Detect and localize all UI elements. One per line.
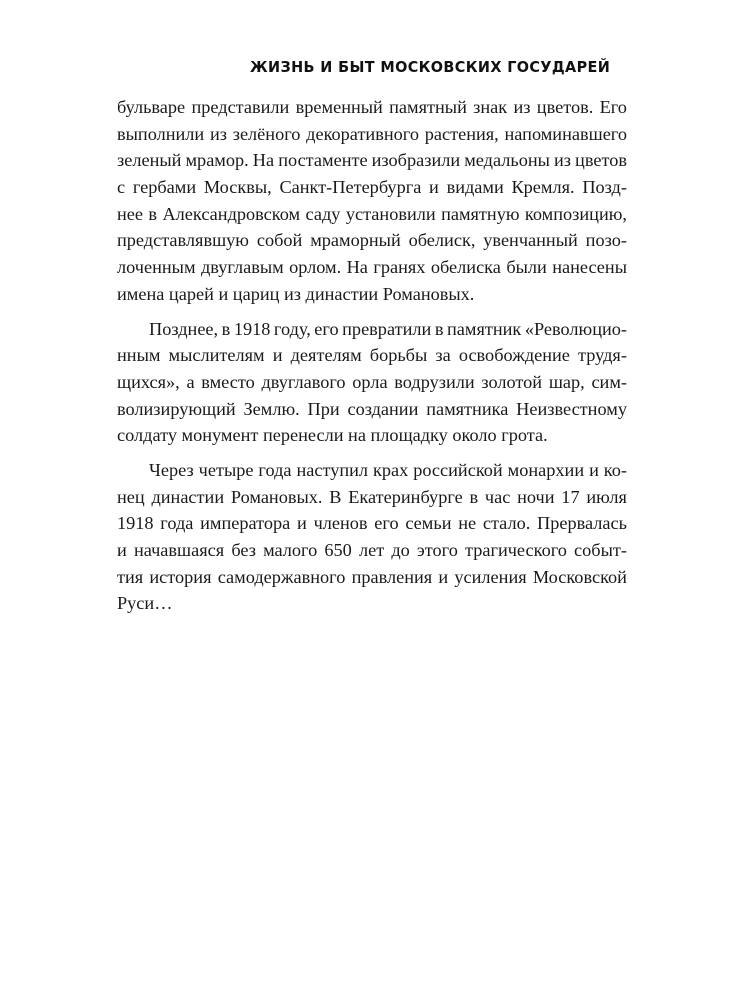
text-line: 1918 года императора и членов его семьи не стало. Прервалась [117,513,627,534]
text-line: волизирующий Землю. При создании памятника Неизвестному [117,398,627,419]
text-line: с гербами Москвы, Санкт-Петербурга и видами Кремля. Позд- [117,177,627,198]
text-line: тия история самодержавного правления и усиления Московской [117,566,627,587]
text-line: солдату монумент перенесли на площадку около грота. [117,425,548,446]
paragraph [117,316,627,449]
body-text [117,94,627,625]
text-line: и начавшаяся без малого 650 лет до этого трагического событ- [117,540,627,560]
paragraph [117,457,627,617]
text-line: Руси… [117,593,173,614]
text-line: Позднее, в 1918 году, его превратили в памятник «Революцио- [149,318,627,339]
text-line: зеленый мрамор. На постаменте изобразили медальоны из цветов [117,150,627,171]
text-line: нным мыслителям и деятелям борьбы за освобождение трудя- [117,345,627,366]
text-line: нец династии Романовых. В Екатеринбурге в час ночи 17 июля [117,486,627,507]
text-line: щихся», а вместо двуглавого орла водрузили золотой шар, сим- [117,371,627,392]
text-line: выполнили из зелёного декоративного растения, напоминавшего [117,123,627,144]
paragraph [117,94,627,308]
text-line: представлявшую собой мраморный обелиск, увенчанный позо- [117,230,627,251]
text-line: Через четыре года наступил крах российской монархии и ко- [149,459,627,480]
text-line: нее в Александровском саду установили памятную композицию, [117,203,627,224]
text-line: имена царей и цариц из династии Романовых. [117,283,475,304]
running-head: ЖИЗНЬ И БЫТ МОСКОВСКИХ ГОСУДАРЕЙ [249,58,610,76]
text-line: бульваре представили временный памятный знак из цветов. Его [117,97,627,117]
text-line: лоченным двуглавым орлом. На гранях обелиска были нанесены [117,257,627,278]
